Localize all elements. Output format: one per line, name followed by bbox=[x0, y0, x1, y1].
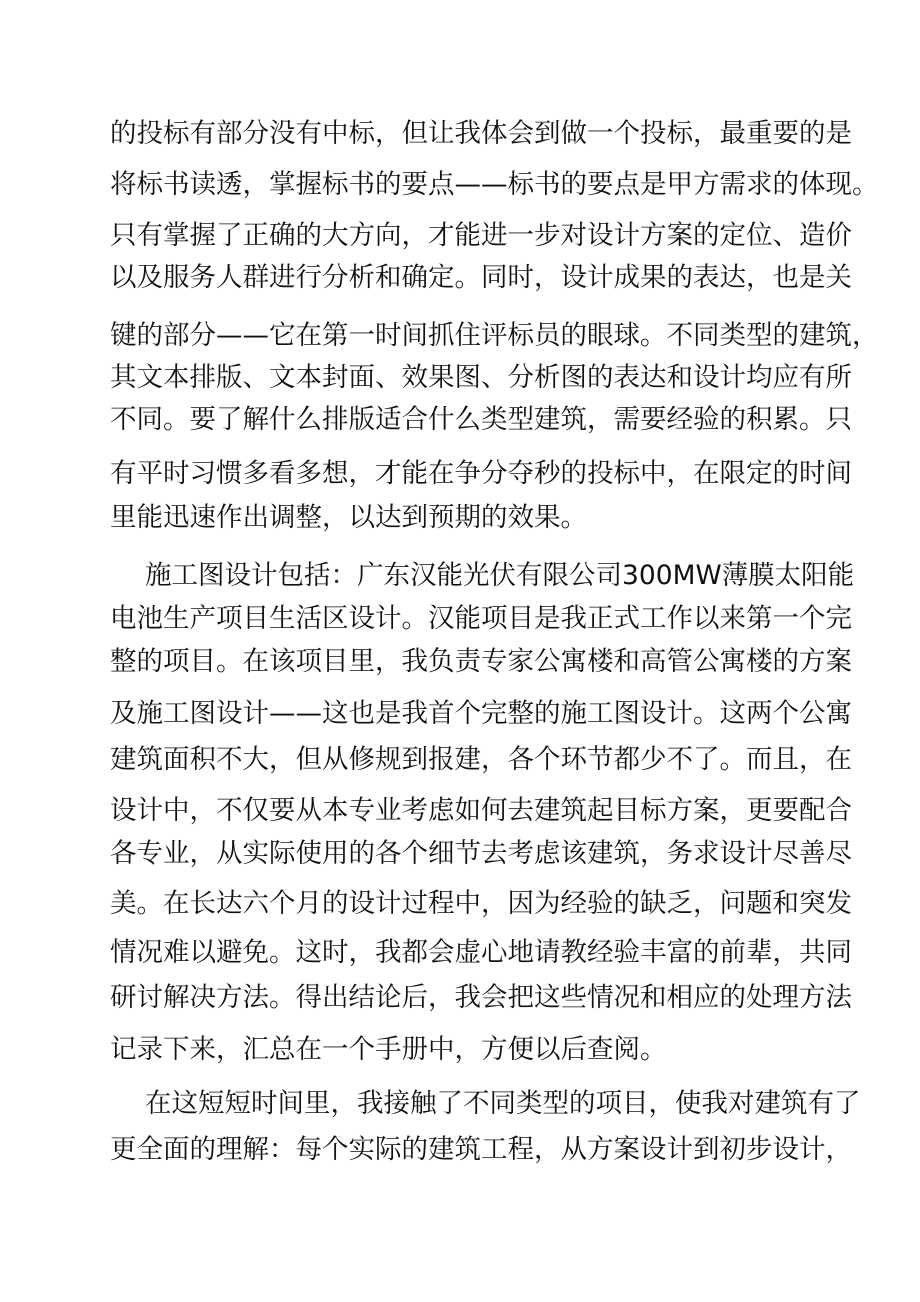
paragraph-2-line-5: 建筑面积不大，但从修规到报建，各个环节都少不了。而且，在 bbox=[110, 744, 852, 775]
paragraph-1-line-5: 键的部分——它在第一时间抓住评标员的眼球。不同类型的建筑， bbox=[110, 320, 879, 351]
paragraph-2-line-8: 美。在长达六个月的设计过程中，因为经验的缺乏，问题和突发 bbox=[110, 888, 852, 919]
paragraph-1-line-9: 里能迅速作出调整，以达到预期的效果。 bbox=[110, 502, 587, 533]
paragraph-2-line-4: 及施工图设计——这也是我首个完整的施工图设计。这两个公寓 bbox=[110, 698, 852, 729]
paragraph-2-line-6: 设计中，不仅要从本专业考虑如何去建筑起目标方案，更要配合 bbox=[110, 795, 852, 826]
paragraph-2-line-1: 施工图设计包括：广东汉能光伏有限公司300MW薄膜太阳能 bbox=[145, 560, 855, 591]
paragraph-1-line-2: 将标书读透，掌握标书的要点——标书的要点是甲方需求的体现。 bbox=[110, 169, 879, 200]
paragraph-1-line-7: 不同。要了解什么排版适合什么类型建筑，需要经验的积累。只 bbox=[110, 404, 852, 435]
paragraph-2-line-11: 记录下来，汇总在一个手册中，方便以后查阅。 bbox=[110, 1034, 667, 1065]
paragraph-1-line-6: 其文本排版、文本封面、效果图、分析图的表达和设计均应有所 bbox=[110, 362, 852, 393]
paragraph-1-line-3: 只有掌握了正确的大方向，才能进一步对设计方案的定位、造价 bbox=[110, 220, 852, 251]
paragraph-2-line-3: 整的项目。在该项目里，我负责专家公寓楼和高管公寓楼的方案 bbox=[110, 646, 852, 677]
paragraph-1-line-1: 的投标有部分没有中标，但让我体会到做一个投标，最重要的是 bbox=[110, 118, 852, 149]
paragraph-2-line-7: 各专业，从实际使用的各个细节去考虑该建筑，务求设计尽善尽 bbox=[110, 838, 852, 869]
paragraph-1-line-4: 以及服务人群进行分析和确定。同时，设计成果的表达，也是关 bbox=[110, 262, 852, 293]
paragraph-2-line-10: 研讨解决方法。得出结论后，我会把这些情况和相应的处理方法 bbox=[110, 982, 852, 1013]
paragraph-2-line-9: 情况难以避免。这时，我都会虚心地请教经验丰富的前辈，共同 bbox=[110, 937, 852, 968]
paragraph-1-line-8: 有平时习惯多看多想，才能在争分夺秒的投标中，在限定的时间 bbox=[110, 458, 852, 489]
paragraph-2-line-2: 电池生产项目生活区设计。汉能项目是我正式工作以来第一个完 bbox=[110, 603, 852, 634]
paragraph-3-line-1: 在这短短时间里，我接触了不同类型的项目，使我对建筑有了 bbox=[145, 1088, 861, 1119]
paragraph-3-line-2: 更全面的理解：每个实际的建筑工程，从方案设计到初步设计， bbox=[110, 1134, 852, 1165]
